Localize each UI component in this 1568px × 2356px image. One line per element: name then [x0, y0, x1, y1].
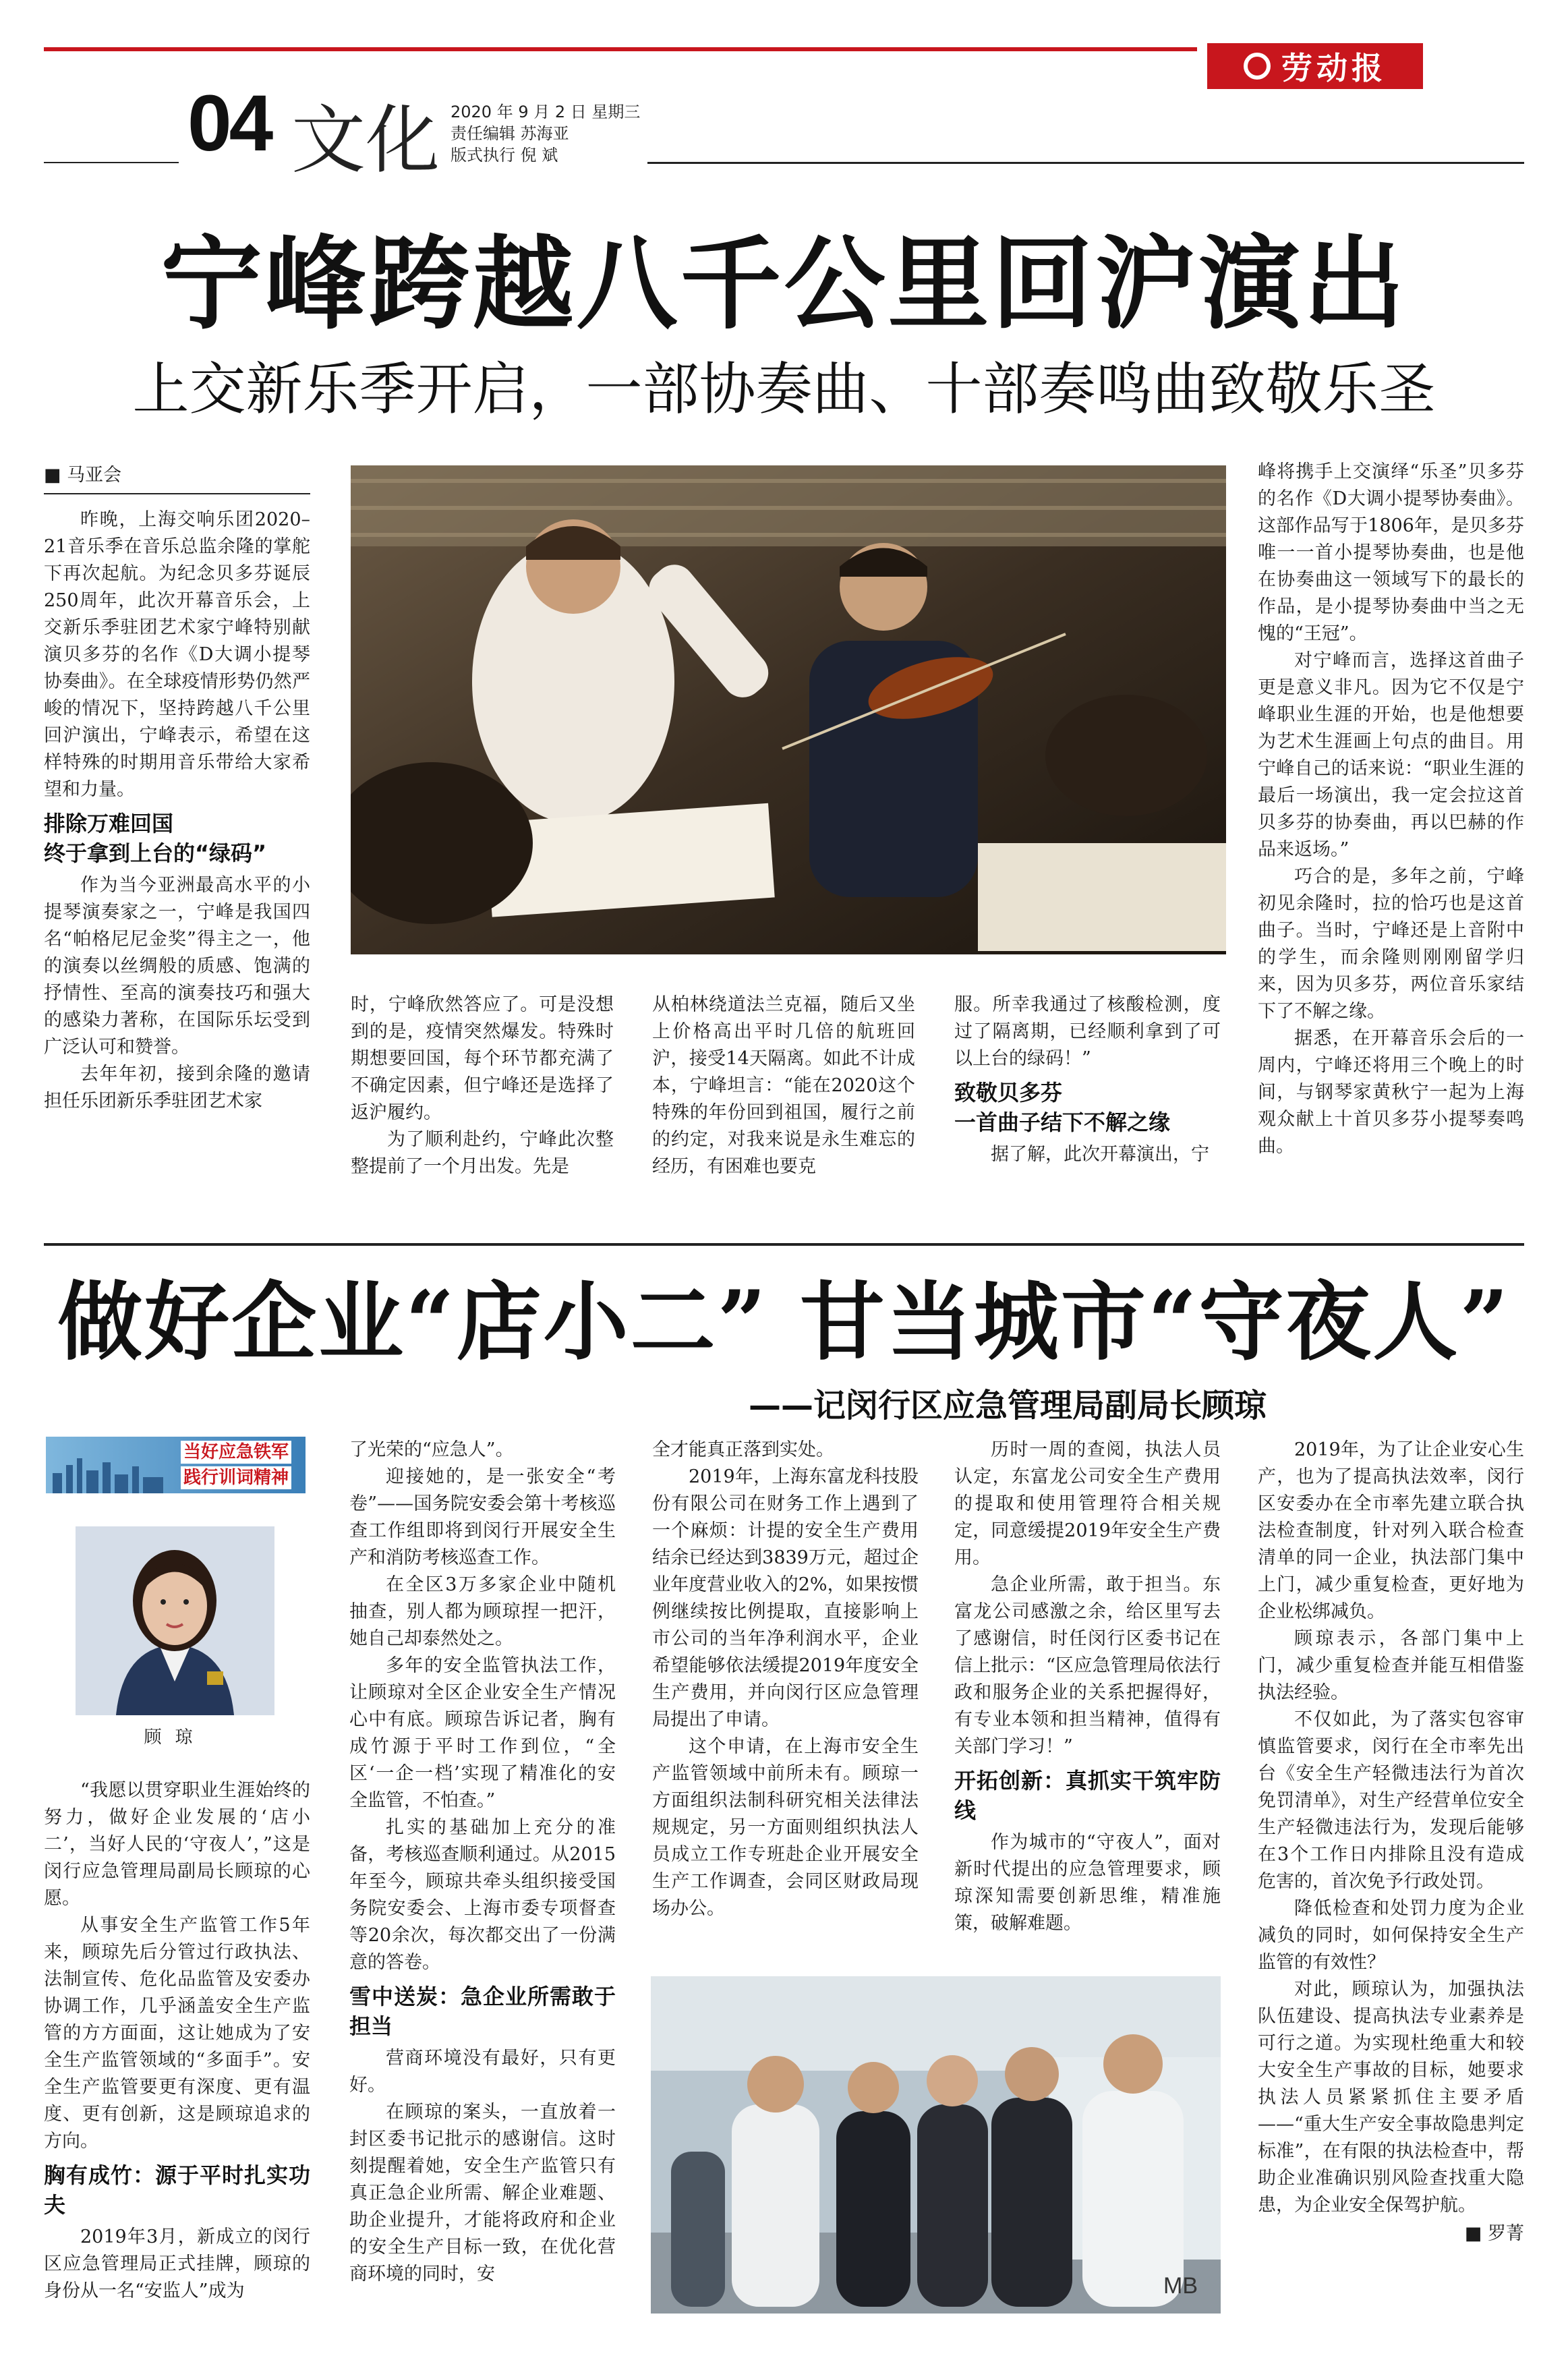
header-top-rule [44, 47, 1197, 51]
article2-headline: 做好企业“店小二” 甘当城市“守夜人” [57, 1272, 1511, 1372]
paragraph: 2019年，上海东富龙科技股份有限公司在财务工作上遇到了一个麻烦：计提的安全生产费用结余已经达到3839万元，超过企业年度营业收入的2%，如果按惯例继续按比例提取，直接影响上市公司的当年净利润水平，企业希望能够依法缓提2019年度安全生产费用，并向闵行区应急管理局提出了申请。 [652, 1466, 919, 1730]
masthead [1207, 43, 1423, 89]
paragraph: 对此，顾琼认为，加强执法队伍建设、提高执法专业素养是可行之道。为实现杜绝重大和较大安全生产事故的目标，她要求执法人员紧紧抓住主要矛盾——“重大生产安全事故隐患判定标准”，在有限的执法检查中，帮助企业准确识别风险查找重大隐患，为企业安全保驾护航。 [1258, 1979, 1524, 2216]
article2-column-1 [44, 1777, 310, 2305]
subhead-line: 终于拿到上台的“绿码” [44, 840, 267, 866]
article1-column-1 [44, 462, 310, 1115]
paragraph: 为了顺利赴约，宁峰此次整整提前了一个月出发。先是 [351, 1129, 614, 1177]
issue-date: 2020 年 9 月 2 日 星期三 [451, 103, 641, 121]
article2-byline: ■ 罗菁 [1258, 2220, 1524, 2247]
article1-column-2 [351, 992, 614, 1180]
subhead-line: 排除万难回国 [44, 811, 174, 836]
paragraph: 降低检查和处罚力度为企业减负的同时，如何保持安全生产监管的有效性？ [1258, 1898, 1524, 1973]
paragraph: 作为当今亚洲最高水平的小提琴演奏家之一，宁峰是我国四名“帕格尼尼金奖”得主之一，他的演奏以丝绸般的质感、饱满的抒情性、至高的演奏技巧和强大的感染力著称，在国际乐坛受到广泛认可和赞誉。 [44, 875, 310, 1058]
paragraph: 作为城市的“守夜人”，面对新时代提出的应急管理要求，顾琼深知需要创新思维，精准施策，破解难题。 [954, 1832, 1221, 1934]
article2-column-2 [349, 1437, 616, 2288]
paragraph: 迎接她的，是一张安全“考卷”——国务院安委会第十考核巡查工作组即将到闵行开展安全生产和消防考核巡查工作。 [349, 1466, 616, 1568]
inspection-photo-illustration [651, 1976, 1221, 2314]
article2-subheadline: ——记闵行区应急管理局副局长顾琼 [749, 1387, 1267, 1425]
badge-line-2: 践行训词精神 [181, 1466, 291, 1489]
paragraph: 历时一周的查阅，执法人员认定，东富龙公司安全生产费用的提取和使用管理符合相关规定，同意缓提2019年安全生产费用。 [954, 1439, 1221, 1568]
inspection-photo [651, 1976, 1221, 2314]
paragraph: 服。所幸我通过了核酸检测，度过了隔离期，已经顺利拿到了可以上台的绿码！” [954, 994, 1221, 1069]
paragraph: 从柏林绕道法兰克福，随后又坐上价格高出平时几倍的航班回沪，接受14天隔离。如此不计成本，宁峰坦言：“能在2020这个特殊的年份回到祖国，履行之前的约定，对我来说是永生难忘的经历，有困难也要克 [652, 994, 915, 1177]
paragraph: 扎实的基础加上充分的准备，考核巡查顺利通过。从2015年至今，顾琼共牵头组织接受国务院安委会、上海市委专项督查等20余次，每次都交出了一份满意的答卷。 [349, 1817, 616, 1973]
paragraph: 急企业所需，敢于担当。东富龙公司感激之余，给区里写去了感谢信，时任闵行区委书记在信上批示：“区应急管理局依法行政和服务企业的关系把握得好，有专业本领和担当精神，值得有关部门学习！” [954, 1574, 1221, 1757]
article2-column-5 [1258, 1437, 1524, 2247]
article1-subhead-2 [954, 1078, 1221, 1137]
paragraph: 顾琼表示，各部门集中上门，减少重复检查并能互相借鉴执法经验。 [1258, 1628, 1524, 1703]
paragraph: 了光荣的“应急人”。 [349, 1439, 514, 1460]
layout-credit: 版式执行 倪 斌 [451, 146, 558, 165]
paragraph: 2019年3月，新成立的闵行区应急管理局正式挂牌，顾琼的身份从一名“安监人”成为 [44, 2226, 310, 2301]
paragraph: 全才能真正落到实处。 [652, 1439, 834, 1460]
article1-subhead-1 [44, 809, 310, 868]
paragraph: 时，宁峰欣然答应了。可是没想到的是，疫情突然爆发。特殊时期想要回国，每个环节都充满了不确定因素，但宁峰还是选择了返沪履约。 [351, 994, 614, 1123]
paragraph: 从事安全生产监管工作5年来，顾琼先后分管过行政执法、法制宣传、危化品监管及安委办协调工作，几乎涵盖安全生产监管的方方面面，这让她成为了安全生产监管领域的“多面手”。安全生产监管要更有深度、更有温度、更有创新，这是顾琼追求的方向。 [44, 1915, 310, 2152]
column-badge [46, 1437, 306, 1493]
paragraph: 在顾琼的案头，一直放着一封区委书记批示的感谢信。这时刻提醒着她，安全生产监管只有真正急企业所需、解企业难题、助企业提升，才能将政府和企业的安全生产目标一致，在优化营商环境的同时，安 [349, 2102, 616, 2285]
subhead-line: 一首曲子结下不解之缘 [954, 1110, 1171, 1135]
editor-credit: 责任编辑 苏海亚 [451, 124, 569, 143]
paragraph: 巧合的是，多年之前，宁峰初见余隆时，拉的恰巧也是这首曲子。当时，宁峰还是上音附中的学生，而余隆则刚刚留学归来，因为贝多芬，两位音乐家结下了不解之缘。 [1258, 866, 1524, 1022]
article1-column-4 [954, 992, 1221, 1168]
article1-subheadline: 上交新乐季开启，一部协奏曲、十部奏鸣曲致敬乐圣 [132, 356, 1436, 422]
paragraph: 峰将携手上交演绎“乐圣”贝多芬的名作《D大调小提琴协奏曲》。这部作品写于1806年，是贝多芬唯一一首小提琴协奏曲，也是他在协奏曲这一领域写下的最长的作品，是小提琴协奏曲中当之无愧的“王冠”。 [1258, 461, 1524, 644]
paragraph: 2019年，为了让企业安心生产，也为了提高执法效率，闵行区安委办在全市率先建立联合执法检查制度，针对列入联合检查清单的同一企业，执法部门集中上门，减少重复检查，更好地为企业松绑减负。 [1258, 1439, 1524, 1622]
article2-subhead-2: 雪中送炭：急企业所需敢于担当 [349, 1984, 616, 2039]
photo-sign-text: MB [1163, 2273, 1198, 2299]
page-number: 04 [187, 79, 271, 168]
paragraph: 据了解，此次开幕演出，宁 [991, 1144, 1209, 1165]
paragraph: 据悉，在开幕音乐会后的一周内，宁峰还将用三个晚上的时间，与钢琴家黄秋宁一起为上海观众献上十首贝多芬小提琴奏鸣曲。 [1258, 1028, 1524, 1157]
masthead-logo-icon [1244, 53, 1271, 80]
article-divider [44, 1243, 1524, 1246]
header-bottom-rule-left [44, 162, 179, 163]
paragraph: “我愿以贯穿职业生涯始终的努力，做好企业发展的‘店小二’，当好人民的‘守夜人’，”这是闵行应急管理局副局长顾琼的心愿。 [44, 1780, 310, 1909]
article2-subhead-3: 开拓创新：真抓实干筑牢防线 [954, 1768, 1221, 1823]
article1-byline: ■ 马亚会 [44, 462, 310, 489]
article1-headline: 宁峰跨越八千公里回沪演出 [161, 225, 1407, 343]
paragraph: 这个申请，在上海市安全生产监管领域中前所未有。顾琼一方面组织法制科研究相关法律法规规定，另一方面则组织执法人员成立工作专班赴企业开展安全生产工作调查，会同区财政局现场办公。 [652, 1736, 919, 1919]
subhead-line: 致敬贝多芬 [954, 1080, 1063, 1105]
byline-rule [44, 493, 310, 494]
skyline-icon [46, 1453, 174, 1493]
paragraph: 对宁峰而言，选择这首曲子更是意义非凡。因为它不仅是宁峰职业生涯的开始，也是他想要为艺术生涯画上句点的曲目。用宁峰自己的话来说：“职业生涯的最后一场演出，我一定会拉这首贝多芬的协奏曲，再以巴赫的作品来返场。” [1258, 650, 1524, 860]
header-bottom-rule-right [647, 162, 1524, 164]
paragraph: 营商环境没有最好，只有更好。 [349, 2048, 616, 2096]
paragraph: 去年年初，接到余隆的邀请担任乐团新乐季驻团艺术家 [44, 1064, 310, 1112]
paragraph: 昨晚，上海交响乐团2020–21音乐季在音乐总监余隆的掌舵下再次起航。为纪念贝多芬诞辰250周年，此次开幕音乐会，上交新乐季驻团艺术家宁峰特别献演贝多芬的名作《D大调小提琴协奏曲》。在全球疫情形势仍然严峻的情况下，坚持跨越八千公里回沪演出，宁峰表示，希望在这样特殊的时期用音乐带给大家希望和力量。 [44, 509, 310, 800]
article2-subhead-1: 胸有成竹：源于平时扎实功夫 [44, 2162, 310, 2218]
article2-column-4 [954, 1437, 1221, 1937]
article1-column-3 [652, 992, 915, 1180]
article2-column-3 [652, 1437, 919, 1922]
badge-line-1: 当好应急铁军 [181, 1441, 291, 1464]
concert-photo-illustration [351, 465, 1226, 954]
masthead-name: 劳动报 [1281, 50, 1387, 86]
portrait-caption: 顾琼 [144, 1727, 206, 1748]
paragraph: 多年的安全监管执法工作，让顾琼对全区企业安全生产情况心中有底。顾琼告诉记者，胸有成竹源于平时工作到位，“全区‘一企一档’实现了精准化的安全监管，不怕查。” [349, 1655, 616, 1811]
section-title: 文化 [291, 97, 440, 183]
portrait-illustration [76, 1526, 274, 1715]
article1-column-5 [1258, 459, 1524, 1160]
portrait-photo [76, 1526, 274, 1715]
paragraph: 在全区3万多家企业中随机抽查，别人都为顾琼捏一把汗，她自己却泰然处之。 [349, 1574, 616, 1649]
paragraph: 不仅如此，为了落实包容审慎监管要求，闵行在全市率先出台《安全生产轻微违法行为首次免罚清单》，对生产经营单位安全生产轻微违法行为，发现后能够在3个工作日内排除且没有造成危害的，首次免予行政处罚。 [1258, 1709, 1524, 1892]
concert-rehearsal-photo [351, 465, 1226, 954]
